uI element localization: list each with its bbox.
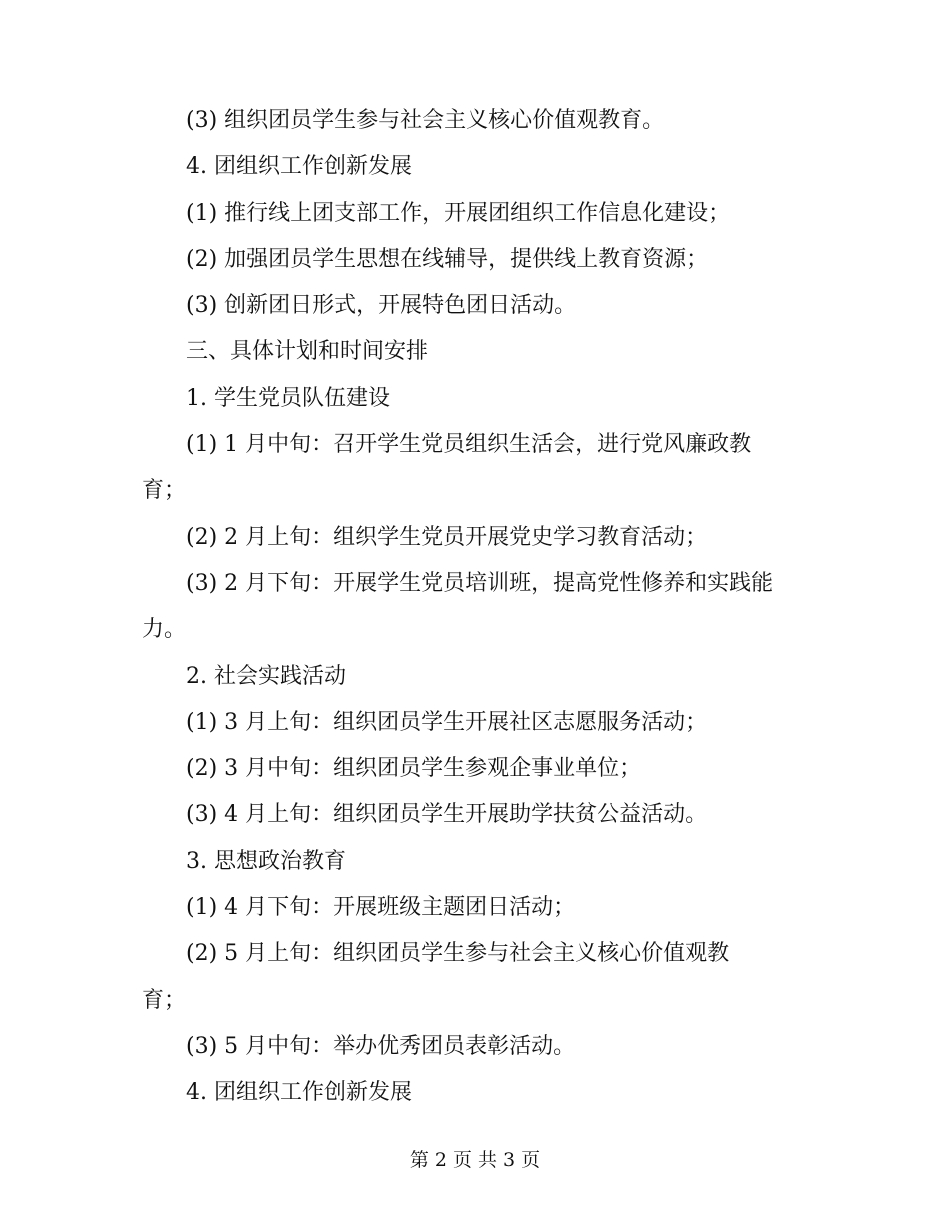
- list-item: (1) 3 月上旬：组织团员学生开展社区志愿服务活动；: [186, 709, 708, 735]
- section-heading: 1. 学生党员队伍建设: [186, 385, 390, 411]
- list-item: (2) 2 月上旬：组织学生党员开展党史学习教育活动；: [186, 524, 708, 550]
- list-item-continuation: 育；: [142, 987, 187, 1013]
- chapter-heading: 三、具体计划和时间安排: [186, 339, 429, 365]
- list-item: (1) 4 月下旬：开展班级主题团日活动；: [186, 895, 576, 921]
- list-item: (3) 4 月上旬：组织团员学生开展助学扶贫公益活动。: [186, 802, 708, 828]
- list-item: (3) 组织团员学生参与社会主义核心价值观教育。: [186, 108, 665, 133]
- section-heading: 4. 团组织工作创新发展: [186, 154, 412, 180]
- list-item: (1) 1 月中旬：召开学生党员组织生活会，进行党风廉政教: [186, 432, 752, 458]
- list-item-continuation: 力。: [142, 617, 187, 643]
- section-heading: 3. 思想政治教育: [186, 848, 346, 874]
- list-item: (3) 5 月中旬：举办优秀团员表彰活动。: [186, 1033, 576, 1059]
- document-body: [142, 98, 812, 1117]
- list-item-continuation: 育；: [142, 478, 187, 504]
- list-item: (3) 创新团日形式，开展特色团日活动。: [186, 293, 577, 319]
- section-heading: 4. 团组织工作创新发展: [186, 1080, 412, 1106]
- list-item: (1) 推行线上团支部工作，开展团组织工作信息化建设；: [186, 200, 731, 226]
- list-item: (2) 5 月上旬：组织团员学生参与社会主义核心价值观教: [186, 941, 730, 967]
- section-heading: 2. 社会实践活动: [186, 663, 346, 689]
- page-number-footer: 第 2 页 共 3 页: [409, 1149, 541, 1171]
- list-item: (2) 3 月中旬：组织团员学生参观企事业单位；: [186, 756, 642, 782]
- list-item: (2) 加强团员学生思想在线辅导，提供线上教育资源；: [186, 246, 709, 272]
- list-item: (3) 2 月下旬：开展学生党员培训班，提高党性修养和实践能: [186, 570, 774, 596]
